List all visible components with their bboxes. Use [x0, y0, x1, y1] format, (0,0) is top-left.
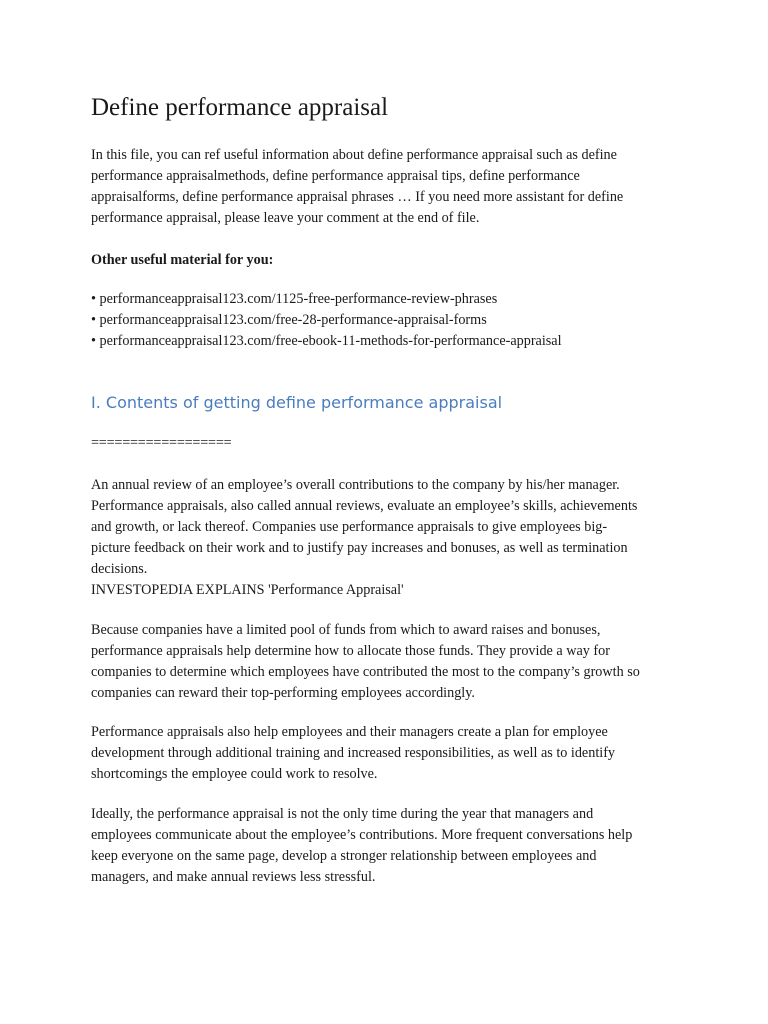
paragraph-line: companies can reward their top-performing employees accordingly. [91, 685, 475, 701]
intro-line: performance appraisalmethods, define performance appraisal tips, define performance [91, 168, 580, 184]
paragraph-line: managers, and make annual reviews less stressful. [91, 869, 376, 885]
useful-links-list [91, 289, 691, 352]
section-heading: I. Contents of getting define performance appraisal [91, 393, 503, 412]
paragraph-line: Because companies have a limited pool of funds from which to award raises and bonuses, [91, 622, 601, 638]
paragraph-line: picture feedback on their work and to justify pay increases and bonuses, as well as termination [91, 540, 628, 556]
paragraph-line: Performance appraisals, also called annual reviews, evaluate an employee’s skills, achievements [91, 498, 638, 514]
paragraph-line: shortcomings the employee could work to resolve. [91, 766, 378, 782]
paragraph-line: Performance appraisals also help employees and their managers create a plan for employee [91, 724, 608, 740]
separator-line: ================== [91, 435, 232, 451]
paragraph-line: INVESTOPEDIA EXPLAINS 'Performance Appraisal' [91, 582, 404, 598]
paragraph-line: companies to determine which employees have contributed the most to the company’s growth so [91, 664, 640, 680]
paragraph-development [91, 722, 691, 785]
paragraph-line: decisions. [91, 561, 148, 577]
intro-line: In this file, you can ref useful information about define performance appraisal such as define [91, 147, 617, 163]
useful-link-item: • performanceappraisal123.com/free-28-performance-appraisal-forms [91, 312, 487, 328]
document-title: Define performance appraisal [91, 94, 389, 121]
intro-paragraph [91, 145, 691, 229]
paragraph-line: performance appraisals help determine how to allocate those funds. They provide a way for [91, 643, 610, 659]
useful-link-item: • performanceappraisal123.com/1125-free-performance-review-phrases [91, 291, 498, 307]
paragraph-definition [91, 475, 691, 601]
paragraph-communication [91, 804, 691, 888]
paragraph-line: and growth, or lack thereof. Companies use performance appraisals to give employees big- [91, 519, 608, 535]
paragraph-line: keep everyone on the same page, develop a stronger relationship between employees and [91, 848, 597, 864]
paragraph-funds [91, 620, 691, 704]
paragraph-line: employees communicate about the employee’s contributions. More frequent conversations help [91, 827, 633, 843]
paragraph-line: Ideally, the performance appraisal is not the only time during the year that managers and [91, 806, 594, 822]
intro-line: appraisalforms, define performance appraisal phrases … If you need more assistant for define [91, 189, 624, 205]
paragraph-line: development through additional training and increased responsibilities, as well as to identify [91, 745, 616, 761]
paragraph-line: An annual review of an employee’s overall contributions to the company by his/her manager. [91, 477, 620, 493]
other-material-heading: Other useful material for you: [91, 252, 274, 268]
intro-line: performance appraisal, please leave your comment at the end of file. [91, 210, 480, 226]
useful-link-item: • performanceappraisal123.com/free-ebook-11-methods-for-performance-appraisal [91, 333, 562, 349]
